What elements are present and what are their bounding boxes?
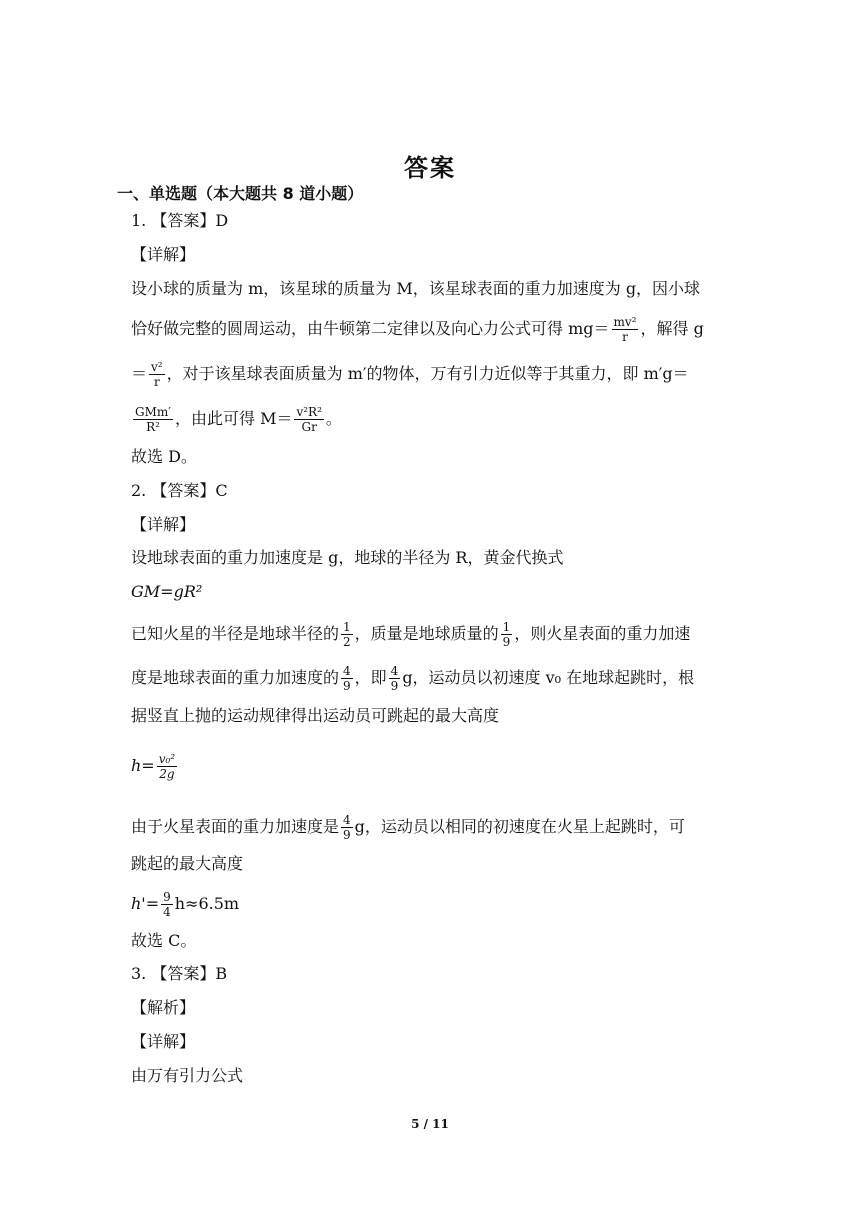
q2-detail-label: 【详解】: [131, 515, 196, 534]
q3-detail-label: 【详解】: [131, 1032, 196, 1051]
q2-equation-3: h'= $\frac{9}{4}$ h≈6.5m: [131, 890, 240, 919]
fraction: $\frac{4}{9}$: [343, 813, 351, 842]
fraction: $\frac{\text{mv²}}{r}$: [613, 315, 637, 344]
q3-analysis-label: 【解析】: [131, 998, 196, 1017]
section-heading: 一、单选题（本大题共 8 道小题）: [117, 184, 364, 203]
fraction: $\frac{\text{v₀²}}{2g}$: [158, 752, 176, 781]
q1-answer: 1. 【答案】D: [131, 211, 229, 230]
q2-line-1: 设地球表面的重力加速度是 g，地球的半径为 R，黄金代换式: [131, 548, 564, 567]
q2-conclusion: 故选 C。: [131, 931, 197, 950]
q2-answer: 2. 【答案】C: [131, 481, 228, 500]
q2-line-5: 由于火星表面的重力加速度是 $\frac{4}{9}$ g，运动员以相同的初速度在火星上起跳时，可: [131, 813, 685, 842]
page-number: 5 / 11: [411, 1117, 449, 1131]
fraction: $\frac{1}{2}$: [343, 620, 351, 649]
q3-answer: 3. 【答案】B: [131, 964, 228, 983]
q2-equation-1: GM=gR²: [131, 582, 203, 601]
page-title: 答案: [404, 154, 456, 182]
fraction: $\frac{4}{9}$: [343, 664, 351, 693]
fraction: $\frac{9}{4}$: [163, 890, 171, 919]
q1-line-2: 恰好做完整的圆周运动，由牛顿第二定律以及向心力公式可得 mg＝ $\frac{\text{mv²}}{r}$ ，解得 g: [131, 315, 704, 344]
q1-line-1: 设小球的质量为 m，该星球的质量为 M，该星球表面的重力加速度为 g，因小球: [131, 279, 701, 298]
fraction: $\frac{1}{9}$: [502, 620, 511, 649]
q1-line-4: $\frac{\text{GMm′}}{\text{R²}}$ ，由此可得 M＝ $\frac{\text{v²R²}}{Gr}$ 。: [135, 405, 342, 434]
q2-line-4: 据竖直上抛的运动规律得出运动员可跳起的最大高度: [131, 706, 500, 725]
fraction: $\frac{\text{v²R²}}{Gr}$: [296, 405, 322, 434]
q2-equation-2: h= $\frac{\text{v₀²}}{2g}$: [131, 752, 176, 781]
fraction: $\frac{4}{9}$: [390, 664, 399, 693]
q2-line-6: 跳起的最大高度: [131, 854, 244, 873]
q3-line-1: 由万有引力公式: [131, 1066, 244, 1085]
fraction: $\frac{\text{v²}}{r}$: [151, 360, 163, 389]
q2-line-2: 已知火星的半径是地球半径的 $\frac{1}{2}$ ，质量是地球质量的 $\frac{1}{9}$ ，则火星表面的重力加速: [131, 620, 691, 649]
q1-line-3: ＝ $\frac{\text{v²}}{r}$ ，对于该星球表面质量为 m′的物体，万有引力近似等于其重力，即 m′g＝: [131, 360, 689, 389]
q1-conclusion: 故选 D。: [131, 447, 197, 466]
q2-line-3: 度是地球表面的重力加速度的 $\frac{4}{9}$ ，即 $\frac{4}{9}$ g，运动员以初速度 v₀ 在地球起跳时，根: [131, 664, 695, 693]
fraction: $\frac{\text{GMm′}}{\text{R²}}$: [135, 405, 171, 434]
q1-detail-label: 【详解】: [131, 245, 196, 264]
